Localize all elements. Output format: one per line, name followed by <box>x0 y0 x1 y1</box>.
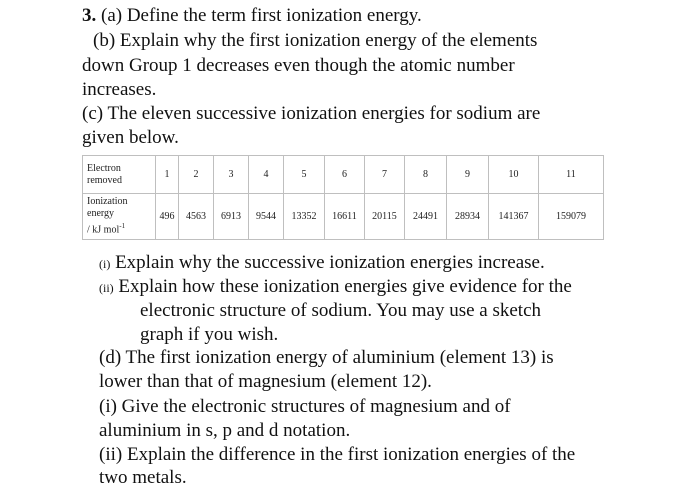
electron-cell: 9 <box>447 156 489 194</box>
energy-cell: 496 <box>156 194 179 240</box>
electron-cell: 10 <box>489 156 539 194</box>
energy-cell: 141367 <box>489 194 539 240</box>
part-a-text: (a) Define the term first ionization energy. <box>101 5 422 26</box>
electron-cell: 2 <box>179 156 214 194</box>
part-d-line-2: lower than that of magnesium (element 12). <box>99 371 432 392</box>
part-b-line-1: (b) Explain why the first ionization energy of the elements <box>93 30 538 51</box>
part-d-ii-line-2: two metals. <box>99 467 187 488</box>
energy-cell: 13352 <box>284 194 325 240</box>
part-b-line-3: increases. <box>82 79 157 100</box>
part-c-line-1: (c) The eleven successive ionization energies for sodium are <box>82 103 541 124</box>
energy-cell: 20115 <box>365 194 405 240</box>
electron-cell: 6 <box>325 156 365 194</box>
energy-cell: 4563 <box>179 194 214 240</box>
electron-cell: 4 <box>249 156 284 194</box>
electron-cell: 7 <box>365 156 405 194</box>
energy-cell: 16611 <box>325 194 365 240</box>
question-3a-line <box>82 4 422 28</box>
part-c-ii-text-1: Explain how these ionization energies give evidence for the <box>118 276 572 297</box>
part-c-ii-line-1 <box>99 275 572 300</box>
electron-cell: 11 <box>539 156 604 194</box>
part-c-i-label: (i) <box>99 257 111 271</box>
question-number: 3. <box>82 5 97 26</box>
electron-cell: 3 <box>214 156 249 194</box>
row-header-electron-removed: Electron removed <box>83 156 156 194</box>
part-c-ii-line-3: graph if you wish. <box>140 324 279 345</box>
part-c-ii-line-2: electronic structure of sodium. You may use a sketch <box>140 300 542 321</box>
electron-cell: 1 <box>156 156 179 194</box>
part-c-i-line <box>99 251 545 276</box>
electron-cell: 5 <box>284 156 325 194</box>
table-row-ionization-energy <box>83 194 604 240</box>
part-d-i-line-1: (i) Give the electronic structures of magnesium and of <box>99 396 511 417</box>
part-d-ii-line-1: (ii) Explain the difference in the first ionization energies of the <box>99 444 576 465</box>
electron-cell: 8 <box>405 156 447 194</box>
row-header-ionization-energy: Ionization energy / kJ mol$^{-1}$ <box>83 194 156 240</box>
part-c-line-2: given below. <box>82 127 179 148</box>
part-b-line-2: down Group 1 decreases even though the atomic number <box>82 55 515 76</box>
table-row-electron-removed <box>83 156 604 194</box>
part-d-i-line-2: aluminium in s, p and d notation. <box>99 420 351 441</box>
energy-cell: 28934 <box>447 194 489 240</box>
energy-cell: 9544 <box>249 194 284 240</box>
energy-cell: 159079 <box>539 194 604 240</box>
energy-cell: 24491 <box>405 194 447 240</box>
part-d-line-1: (d) The first ionization energy of aluminium (element 13) is <box>99 347 554 368</box>
part-c-i-text: Explain why the successive ionization energies increase. <box>115 252 545 273</box>
part-c-ii-label: (ii) <box>99 281 114 295</box>
energy-cell: 6913 <box>214 194 249 240</box>
ionization-energy-table <box>82 155 603 240</box>
